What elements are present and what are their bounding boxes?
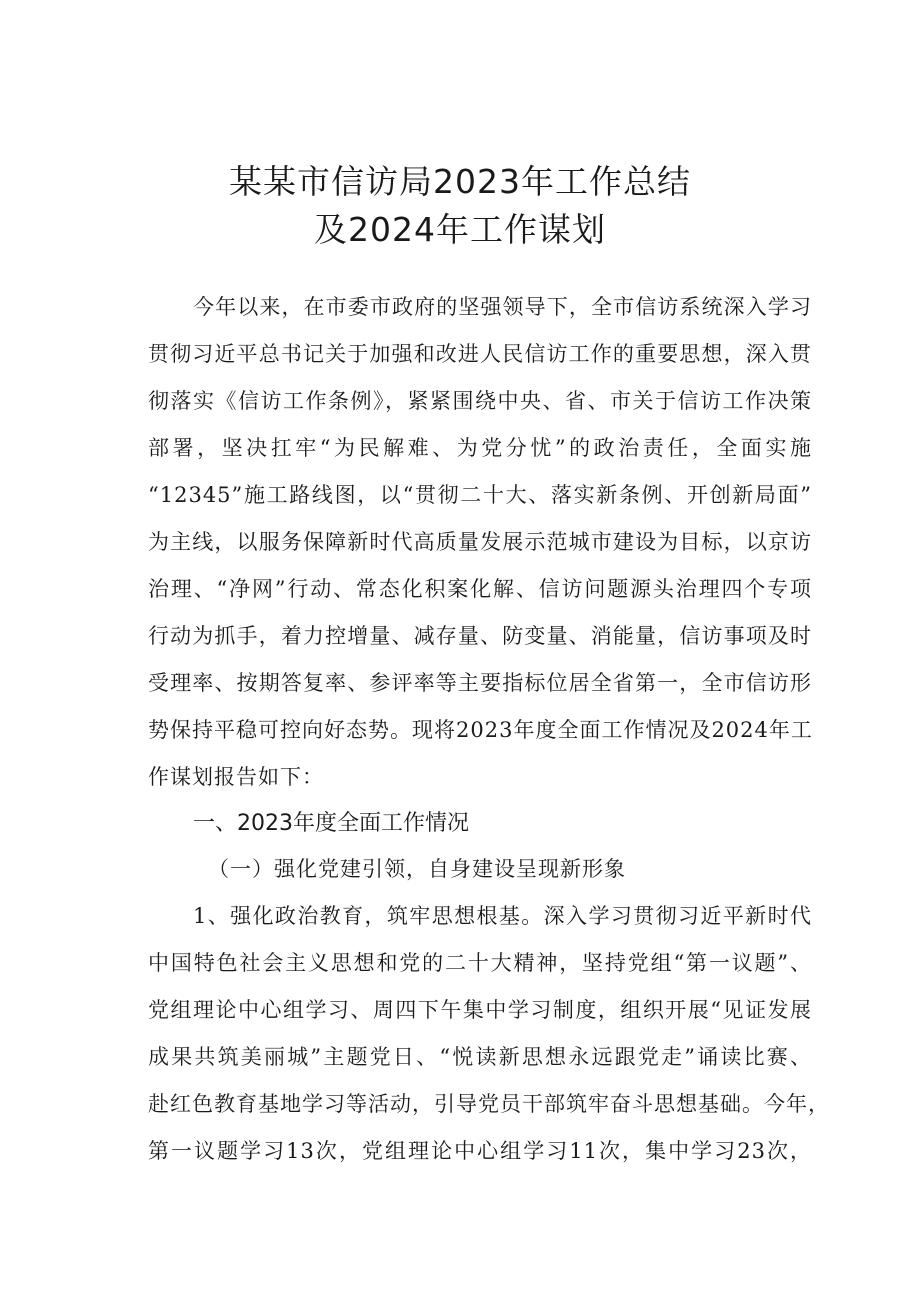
section-heading: 一、2023年度全面工作情况 (193, 811, 469, 836)
item-paragraph-line: 赴红色教育基地学习等活动，引导党员干部筑牢奋斗思想基础。今年， (148, 1092, 830, 1116)
intro-paragraph-line: 为主线，以服务保障新时代高质量发展示范城市建设为目标，以京访 (148, 530, 812, 554)
intro-paragraph-line: 作谋划报告如下： (148, 765, 324, 789)
document-title-line-2: 及2024年工作谋划 (314, 210, 606, 249)
item-paragraph-line: 中国特色社会主义思想和党的二十大精神，坚持党组“第一议题”、 (148, 951, 812, 975)
subsection-heading: （一）强化党建引领，自身建设呈现新形象 (208, 857, 626, 881)
document-title-line-1: 某某市信访局2023年工作总结 (229, 162, 691, 201)
intro-paragraph-line: 部署，坚决扛牢“为民解难、为党分忧”的政治责任，全面实施 (148, 436, 812, 460)
intro-paragraph-line: 行动为抓手，着力控增量、减存量、防变量、消能量，信访事项及时 (148, 624, 812, 648)
item-paragraph-line: 党组理论中心组学习、周四下午集中学习制度，组织开展“见证发展 (148, 998, 812, 1022)
item-paragraph-line: 1、强化政治教育，筑牢思想根基。深入学习贯彻习近平新时代 (193, 904, 812, 928)
intro-paragraph-line: “12345”施工路线图，以“贯彻二十大、落实新条例、开创新局面” (148, 483, 812, 507)
item-paragraph-line: 第一议题学习13次，党组理论中心组学习11次，集中学习23次， (148, 1139, 812, 1163)
intro-paragraph-line: 受理率、按期答复率、参评率等主要指标位居全省第一，全市信访形 (148, 671, 812, 695)
intro-paragraph-line: 势保持平稳可控向好态势。现将2023年度全面工作情况及2024年工 (148, 718, 813, 742)
intro-paragraph-line: 今年以来，在市委市政府的坚强领导下，全市信访系统深入学习 (193, 295, 812, 319)
item-paragraph-line: 成果共筑美丽城”主题党日、“悦读新思想永远跟党走”诵读比赛、 (148, 1045, 812, 1069)
intro-paragraph-line: 治理、“净网”行动、常态化积案化解、信访问题源头治理四个专项 (148, 577, 812, 601)
intro-paragraph-line: 彻落实《信访工作条例》，紧紧围绕中央、省、市关于信访工作决策 (148, 389, 812, 413)
intro-paragraph-line: 贯彻习近平总书记关于加强和改进人民信访工作的重要思想，深入贯 (148, 342, 812, 366)
